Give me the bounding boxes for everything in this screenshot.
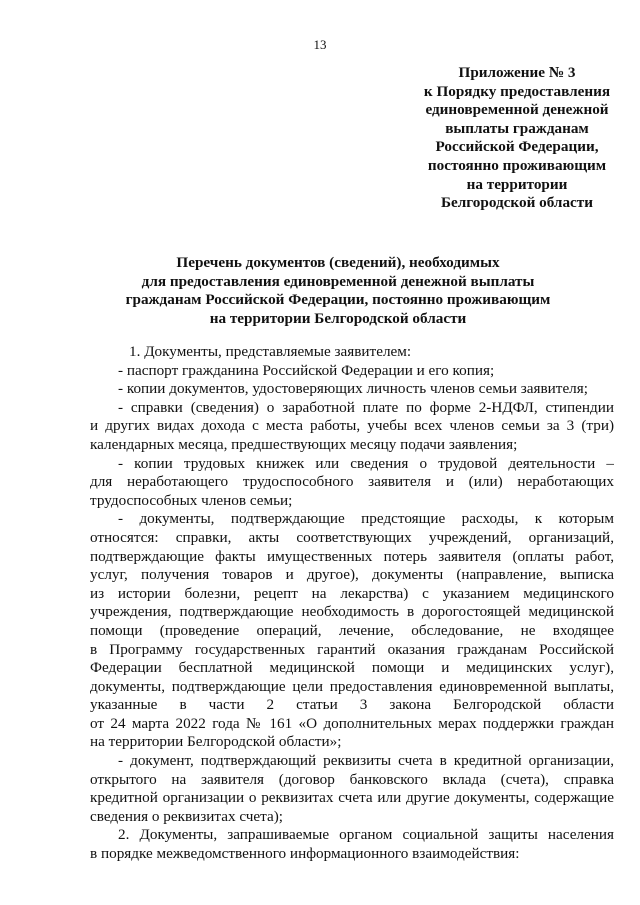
text-line: кредитной организации о реквизитах счета или другие документы, содержащие xyxy=(90,789,614,807)
list-item: - копии трудовых книжек или сведения о трудовой деятельности – xyxy=(118,454,614,472)
section-heading: 1. Документы, представляемые заявителем: xyxy=(129,343,412,360)
text-line: подтверждающие факты имущественных потерь заявителя (оплаты работ, xyxy=(90,547,614,565)
text-line: указанные в части 2 статьи 3 закона Белгородской области xyxy=(90,696,614,714)
appendix-header xyxy=(414,64,620,213)
document-body xyxy=(90,343,614,864)
text-line: на территории Белгородской области»; xyxy=(90,733,342,751)
list-item: - справки (сведения) о заработной плате по форме 2-НДФЛ, стипендии xyxy=(118,398,614,416)
appendix-line: Российской Федерации, xyxy=(435,138,599,156)
text-line: учреждения, подтверждающие необходимость в дорогостоящей медицинской xyxy=(90,603,614,621)
appendix-line: единовременной денежной xyxy=(425,101,609,119)
document-title xyxy=(90,254,586,328)
list-item: - копии документов, удостоверяющих личность членов семьи заявителя; xyxy=(118,380,588,398)
title-line: Перечень документов (сведений), необходимых xyxy=(176,254,500,271)
text-line: из истории болезни, рецепт на лекарства) с указанием медицинского xyxy=(90,584,614,602)
title-line: для предоставления единовременной денежной выплаты xyxy=(141,272,535,290)
text-line: услуг, получения товаров и другое), документы (направление, выписка xyxy=(90,566,614,584)
text-line: сведения о реквизитах счета); xyxy=(90,807,284,825)
text-line: относятся: справки, акты соответствующих учреждений, организаций, xyxy=(90,528,614,546)
list-item: - документы, подтверждающие предстоящие расходы, к которым xyxy=(118,510,614,528)
text-line: открытого на заявителя (договор банковского вклада (счета), справка xyxy=(90,770,614,788)
appendix-line: Белгородской области xyxy=(440,194,593,212)
text-line: трудоспособных членов семьи; xyxy=(90,491,293,509)
text-line: для неработающего трудоспособного заявителя и (или) неработающих xyxy=(90,473,614,491)
text-line: от 24 марта 2022 года № 161 «О дополнительных мерах поддержки граждан xyxy=(90,714,614,732)
text-line: Федерации бесплатной медицинской помощи и медицинских услуг), xyxy=(90,659,614,677)
text-line: и других видах дохода с места работы, учебы всех членов семьи за 3 (три) xyxy=(90,417,614,435)
appendix-line: на территории xyxy=(466,175,568,193)
title-line: гражданам Российской Федерации, постоянно проживающим xyxy=(125,291,551,309)
appendix-line: Приложение № 3 xyxy=(458,64,576,81)
text-line: помощи (проведение операций, лечение, обследование, не входящее xyxy=(90,621,614,639)
text-line: в порядке межведомственного информационного взаимодействия: xyxy=(90,845,520,863)
section-heading: 2. Документы, запрашиваемые органом социальной защиты населения xyxy=(118,826,614,844)
text-line: в Программу государственных гарантий оказания гражданам Российской xyxy=(90,640,614,658)
appendix-line: к Порядку предоставления xyxy=(423,82,611,100)
text-line: документы, подтверждающие цели предоставления единовременной выплаты, xyxy=(90,677,614,695)
appendix-line: выплаты гражданам xyxy=(445,119,589,137)
page-number: 13 xyxy=(313,37,327,52)
list-item: - паспорт гражданина Российской Федерации и его копия; xyxy=(118,361,495,379)
list-item: - документ, подтверждающий реквизиты счета в кредитной организации, xyxy=(118,752,614,770)
text-line: календарных месяца, предшествующих месяцу подачи заявления; xyxy=(90,435,518,453)
appendix-line: постоянно проживающим xyxy=(427,156,607,174)
title-line: на территории Белгородской области xyxy=(209,309,467,327)
